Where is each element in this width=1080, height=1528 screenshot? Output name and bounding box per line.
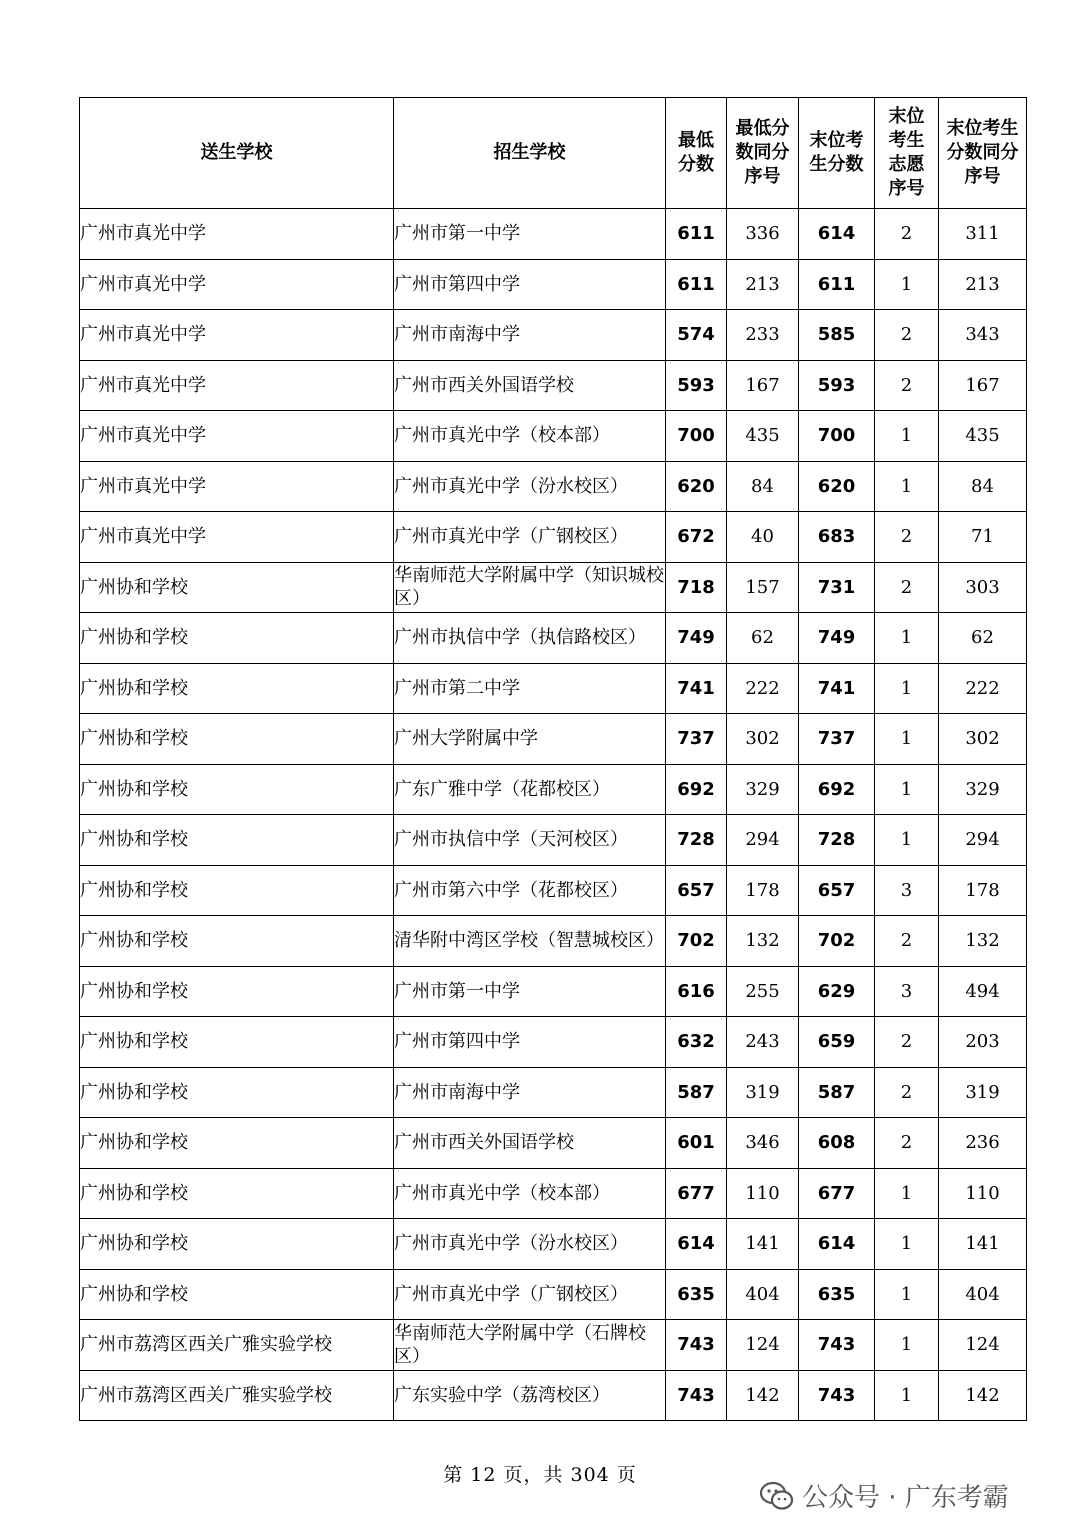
cell-min-score: 593: [666, 360, 727, 411]
cell-last-choice-order: 1: [875, 1370, 939, 1421]
cell-sending-school: 广州协和学校: [80, 562, 394, 613]
cell-sending-school: 广州协和学校: [80, 764, 394, 815]
cell-sending-school: 广州协和学校: [80, 916, 394, 967]
table-row: [80, 209, 1027, 260]
cell-min-score: 587: [666, 1067, 727, 1118]
table-row: [80, 764, 1027, 815]
cell-last-choice-order: 1: [875, 613, 939, 664]
cell-last-score: 702: [799, 916, 875, 967]
cell-min-score-rank: 222: [727, 663, 799, 714]
cell-min-score: 672: [666, 512, 727, 563]
table-row: [80, 714, 1027, 765]
cell-last-choice-order: 2: [875, 1017, 939, 1068]
cell-last-choice-order: 2: [875, 209, 939, 260]
cell-min-score-rank: 124: [727, 1320, 799, 1371]
header-admitting-school: 招生学校: [394, 98, 666, 209]
cell-min-score-rank: 435: [727, 411, 799, 462]
cell-min-score: 601: [666, 1118, 727, 1169]
watermark: [760, 1477, 1009, 1514]
cell-sending-school: 广州市真光中学: [80, 411, 394, 462]
cell-last-score: 737: [799, 714, 875, 765]
cell-last-choice-order: 1: [875, 1219, 939, 1270]
table-row: [80, 461, 1027, 512]
cell-last-score-rank: 213: [939, 259, 1027, 310]
cell-last-score-rank: 84: [939, 461, 1027, 512]
cell-min-score-rank: 84: [727, 461, 799, 512]
cell-min-score: 743: [666, 1320, 727, 1371]
table-row: [80, 411, 1027, 462]
cell-min-score-rank: 233: [727, 310, 799, 361]
cell-last-score-rank: 236: [939, 1118, 1027, 1169]
cell-min-score: 620: [666, 461, 727, 512]
cell-last-choice-order: 3: [875, 865, 939, 916]
cell-admitting-school: 广州大学附属中学: [394, 714, 666, 765]
cell-admitting-school: 广州市南海中学: [394, 310, 666, 361]
table-row: [80, 310, 1027, 361]
cell-last-score: 731: [799, 562, 875, 613]
cell-last-score-rank: 71: [939, 512, 1027, 563]
cell-last-score-rank: 311: [939, 209, 1027, 260]
cell-min-score-rank: 213: [727, 259, 799, 310]
cell-last-score: 657: [799, 865, 875, 916]
cell-min-score-rank: 142: [727, 1370, 799, 1421]
table-row: [80, 613, 1027, 664]
cell-last-choice-order: 1: [875, 1320, 939, 1371]
cell-min-score: 611: [666, 209, 727, 260]
cell-sending-school: 广州市真光中学: [80, 209, 394, 260]
cell-sending-school: 广州协和学校: [80, 663, 394, 714]
cell-last-score: 692: [799, 764, 875, 815]
cell-admitting-school: 广州市南海中学: [394, 1067, 666, 1118]
cell-sending-school: 广州市真光中学: [80, 360, 394, 411]
header-last-score: 末位考生分数: [799, 98, 875, 209]
cell-last-choice-order: 2: [875, 512, 939, 563]
cell-last-score-rank: 203: [939, 1017, 1027, 1068]
cell-min-score: 657: [666, 865, 727, 916]
cell-last-score-rank: 494: [939, 966, 1027, 1017]
table-row: [80, 1320, 1027, 1371]
cell-last-choice-order: 2: [875, 916, 939, 967]
cell-min-score: 632: [666, 1017, 727, 1068]
cell-last-score-rank: 404: [939, 1269, 1027, 1320]
cell-sending-school: 广州协和学校: [80, 865, 394, 916]
table-row: [80, 1269, 1027, 1320]
cell-admitting-school: 广州市第四中学: [394, 259, 666, 310]
table-row: [80, 1017, 1027, 1068]
cell-last-score: 677: [799, 1168, 875, 1219]
watermark-text: 公众号 · 广东考霸: [802, 1483, 1009, 1513]
cell-min-score: 614: [666, 1219, 727, 1270]
cell-min-score-rank: 157: [727, 562, 799, 613]
cell-last-choice-order: 1: [875, 1269, 939, 1320]
cell-last-score-rank: 142: [939, 1370, 1027, 1421]
page-number: 第 12 页，共 304 页: [443, 1464, 637, 1486]
cell-last-score-rank: 124: [939, 1320, 1027, 1371]
cell-last-choice-order: 1: [875, 1168, 939, 1219]
table-row: [80, 663, 1027, 714]
cell-min-score: 611: [666, 259, 727, 310]
cell-last-score-rank: 303: [939, 562, 1027, 613]
cell-min-score: 692: [666, 764, 727, 815]
cell-last-score-rank: 343: [939, 310, 1027, 361]
cell-min-score-rank: 110: [727, 1168, 799, 1219]
cell-last-score-rank: 294: [939, 815, 1027, 866]
header-min-score: 最低分数: [666, 98, 727, 209]
table-row: [80, 865, 1027, 916]
cell-last-choice-order: 1: [875, 815, 939, 866]
table-row: [80, 259, 1027, 310]
cell-last-choice-order: 2: [875, 1118, 939, 1169]
cell-last-score: 587: [799, 1067, 875, 1118]
cell-sending-school: 广州市真光中学: [80, 310, 394, 361]
cell-min-score: 737: [666, 714, 727, 765]
cell-admitting-school: 广州市执信中学（天河校区）: [394, 815, 666, 866]
header-last-choice-order: 末位考生志愿序号: [875, 98, 939, 209]
cell-min-score-rank: 302: [727, 714, 799, 765]
cell-min-score-rank: 40: [727, 512, 799, 563]
cell-min-score: 635: [666, 1269, 727, 1320]
cell-admitting-school: 广州市真光中学（校本部）: [394, 1168, 666, 1219]
cell-admitting-school: 华南师范大学附属中学（知识城校区）: [394, 562, 666, 613]
cell-last-score-rank: 329: [939, 764, 1027, 815]
cell-sending-school: 广州协和学校: [80, 714, 394, 765]
cell-last-choice-order: 2: [875, 1067, 939, 1118]
header-sending-school: 送生学校: [80, 98, 394, 209]
cell-sending-school: 广州协和学校: [80, 1219, 394, 1270]
cell-last-score: 659: [799, 1017, 875, 1068]
cell-min-score-rank: 329: [727, 764, 799, 815]
cell-last-choice-order: 1: [875, 259, 939, 310]
cell-last-score-rank: 178: [939, 865, 1027, 916]
cell-last-score: 743: [799, 1320, 875, 1371]
cell-last-choice-order: 1: [875, 764, 939, 815]
cell-admitting-school: 广州市第二中学: [394, 663, 666, 714]
cell-min-score: 728: [666, 815, 727, 866]
cell-admitting-school: 广州市第四中学: [394, 1017, 666, 1068]
cell-sending-school: 广州市荔湾区西关广雅实验学校: [80, 1320, 394, 1371]
cell-admitting-school: 广东实验中学（荔湾校区）: [394, 1370, 666, 1421]
cell-min-score-rank: 336: [727, 209, 799, 260]
cell-admitting-school: 清华附中湾区学校（智慧城校区）: [394, 916, 666, 967]
cell-sending-school: 广州协和学校: [80, 1168, 394, 1219]
cell-min-score: 616: [666, 966, 727, 1017]
cell-min-score-rank: 404: [727, 1269, 799, 1320]
cell-last-score: 728: [799, 815, 875, 866]
cell-last-score: 635: [799, 1269, 875, 1320]
table-row: [80, 1118, 1027, 1169]
cell-min-score-rank: 294: [727, 815, 799, 866]
cell-min-score: 718: [666, 562, 727, 613]
table-row: [80, 562, 1027, 613]
cell-last-score-rank: 141: [939, 1219, 1027, 1270]
cell-admitting-school: 广州市真光中学（广钢校区）: [394, 512, 666, 563]
cell-admitting-school: 广州市第一中学: [394, 966, 666, 1017]
cell-sending-school: 广州协和学校: [80, 1017, 394, 1068]
cell-min-score: 741: [666, 663, 727, 714]
cell-admitting-school: 广州市真光中学（校本部）: [394, 411, 666, 462]
cell-min-score: 574: [666, 310, 727, 361]
cell-min-score-rank: 255: [727, 966, 799, 1017]
cell-sending-school: 广州协和学校: [80, 613, 394, 664]
cell-admitting-school: 广州市执信中学（执信路校区）: [394, 613, 666, 664]
cell-last-score: 629: [799, 966, 875, 1017]
cell-sending-school: 广州协和学校: [80, 1269, 394, 1320]
cell-last-choice-order: 1: [875, 411, 939, 462]
cell-sending-school: 广州协和学校: [80, 1118, 394, 1169]
cell-admitting-school: 广州市真光中学（广钢校区）: [394, 1269, 666, 1320]
cell-last-score-rank: 319: [939, 1067, 1027, 1118]
cell-last-score-rank: 222: [939, 663, 1027, 714]
table-row: [80, 1219, 1027, 1270]
cell-last-score: 593: [799, 360, 875, 411]
cell-last-score-rank: 167: [939, 360, 1027, 411]
table-row: [80, 815, 1027, 866]
cell-last-choice-order: 2: [875, 562, 939, 613]
cell-sending-school: 广州市真光中学: [80, 259, 394, 310]
cell-last-score: 614: [799, 1219, 875, 1270]
cell-min-score-rank: 167: [727, 360, 799, 411]
header-row: [80, 98, 1027, 209]
cell-last-choice-order: 1: [875, 663, 939, 714]
cell-last-score: 749: [799, 613, 875, 664]
cell-last-score: 683: [799, 512, 875, 563]
cell-sending-school: 广州协和学校: [80, 815, 394, 866]
cell-last-score: 614: [799, 209, 875, 260]
cell-last-choice-order: 2: [875, 310, 939, 361]
cell-last-choice-order: 1: [875, 714, 939, 765]
cell-last-score: 743: [799, 1370, 875, 1421]
cell-admitting-school: 华南师范大学附属中学（石牌校区）: [394, 1320, 666, 1371]
cell-last-choice-order: 2: [875, 360, 939, 411]
cell-sending-school: 广州市荔湾区西关广雅实验学校: [80, 1370, 394, 1421]
cell-admitting-school: 广州市真光中学（汾水校区）: [394, 461, 666, 512]
cell-last-choice-order: 1: [875, 461, 939, 512]
cell-min-score: 743: [666, 1370, 727, 1421]
cell-last-score: 585: [799, 310, 875, 361]
cell-admitting-school: 广州市第一中学: [394, 209, 666, 260]
cell-sending-school: 广州市真光中学: [80, 461, 394, 512]
cell-admitting-school: 广州市西关外国语学校: [394, 360, 666, 411]
cell-last-score: 700: [799, 411, 875, 462]
header-last-score-rank: 末位考生分数同分序号: [939, 98, 1027, 209]
cell-last-score-rank: 132: [939, 916, 1027, 967]
cell-min-score: 702: [666, 916, 727, 967]
cell-last-score-rank: 62: [939, 613, 1027, 664]
cell-min-score-rank: 132: [727, 916, 799, 967]
cell-last-score-rank: 110: [939, 1168, 1027, 1219]
cell-last-score: 620: [799, 461, 875, 512]
table-row: [80, 966, 1027, 1017]
cell-last-score-rank: 435: [939, 411, 1027, 462]
cell-min-score: 700: [666, 411, 727, 462]
cell-last-score-rank: 302: [939, 714, 1027, 765]
wechat-icon: [760, 1481, 794, 1511]
cell-admitting-school: 广州市西关外国语学校: [394, 1118, 666, 1169]
cell-min-score: 749: [666, 613, 727, 664]
table-row: [80, 1067, 1027, 1118]
cell-admitting-school: 广州市真光中学（汾水校区）: [394, 1219, 666, 1270]
cell-min-score: 677: [666, 1168, 727, 1219]
cell-admitting-school: 广州市第六中学（花都校区）: [394, 865, 666, 916]
cell-last-choice-order: 3: [875, 966, 939, 1017]
cell-admitting-school: 广东广雅中学（花都校区）: [394, 764, 666, 815]
cell-min-score-rank: 319: [727, 1067, 799, 1118]
cell-sending-school: 广州协和学校: [80, 1067, 394, 1118]
table-row: [80, 1370, 1027, 1421]
cell-min-score-rank: 346: [727, 1118, 799, 1169]
cell-last-score: 741: [799, 663, 875, 714]
table-row: [80, 360, 1027, 411]
table-row: [80, 1168, 1027, 1219]
cell-last-score: 608: [799, 1118, 875, 1169]
table-row: [80, 916, 1027, 967]
cell-sending-school: 广州市真光中学: [80, 512, 394, 563]
table-body: [80, 209, 1027, 1421]
admission-table: [79, 97, 1027, 1421]
cell-last-score: 611: [799, 259, 875, 310]
cell-min-score-rank: 141: [727, 1219, 799, 1270]
cell-min-score-rank: 62: [727, 613, 799, 664]
header-min-score-rank: 最低分数同分序号: [727, 98, 799, 209]
table-row: [80, 512, 1027, 563]
cell-min-score-rank: 243: [727, 1017, 799, 1068]
cell-sending-school: 广州协和学校: [80, 966, 394, 1017]
cell-min-score-rank: 178: [727, 865, 799, 916]
